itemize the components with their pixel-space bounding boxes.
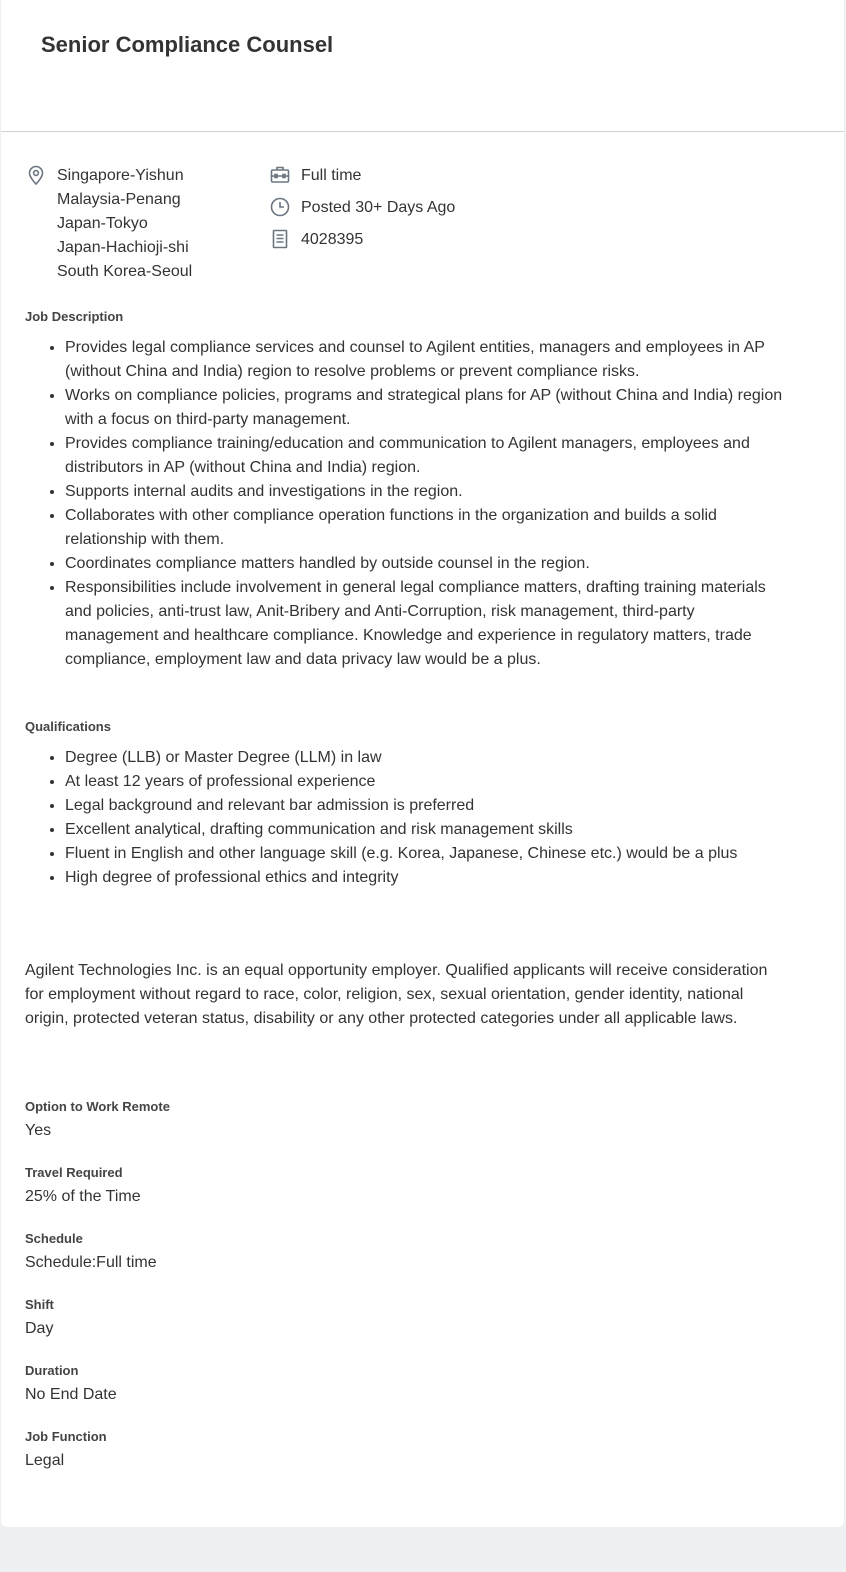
list-item: • Excellent analytical, drafting communication and risk management skills bbox=[65, 818, 785, 842]
detail-value: Day bbox=[25, 1320, 54, 1337]
detail-label: Duration bbox=[25, 1363, 79, 1378]
location-item: Japan-Hachioji-shi bbox=[57, 239, 189, 256]
eeo-statement: Agilent Technologies Inc. is an equal opportunity employer. Qualified applicants will receive consideration for employment without regard to race, color, religion, sex, sexual orientation, gender identity, national origin, protected veteran status, disability or any other protected categories under all applicable laws. bbox=[25, 962, 768, 1027]
detail-label: Travel Required bbox=[25, 1165, 123, 1180]
detail-shift bbox=[25, 1296, 785, 1341]
detail-value: Legal bbox=[25, 1452, 65, 1469]
posted-date: Posted 30+ Days Ago bbox=[301, 199, 456, 216]
detail-duration bbox=[25, 1362, 785, 1407]
job-posting-card bbox=[1, 0, 844, 1527]
meta-locations bbox=[25, 164, 192, 292]
job-title: Senior Compliance Counsel bbox=[41, 32, 334, 57]
detail-value: No End Date bbox=[25, 1386, 117, 1403]
location-pin-icon bbox=[25, 164, 47, 186]
qualifications-list bbox=[25, 746, 785, 890]
detail-value: Schedule:Full time bbox=[25, 1254, 157, 1271]
job-description-list bbox=[25, 336, 785, 672]
clock-icon bbox=[269, 196, 291, 218]
detail-value: 25% of the Time bbox=[25, 1188, 141, 1205]
document-icon bbox=[269, 228, 291, 250]
detail-label: Option to Work Remote bbox=[25, 1099, 170, 1114]
list-item: • At least 12 years of professional experience bbox=[65, 770, 785, 794]
briefcase-icon bbox=[269, 164, 291, 186]
job-header bbox=[1, 0, 844, 132]
list-item: • Coordinates compliance matters handled by outside counsel in the region. bbox=[65, 552, 785, 576]
qualifications-heading: Qualifications bbox=[25, 719, 111, 734]
detail-job-function bbox=[25, 1428, 785, 1473]
list-item: • Fluent in English and other language skill (e.g. Korea, Japanese, Chinese etc.) would be a plus bbox=[65, 842, 785, 866]
location-item: Singapore-Yishun bbox=[57, 167, 184, 184]
detail-label: Shift bbox=[25, 1297, 54, 1312]
list-item: • Legal background and relevant bar admission is preferred bbox=[65, 794, 785, 818]
location-item: Japan-Tokyo bbox=[57, 215, 148, 232]
list-item: • Provides legal compliance services and counsel to Agilent entities, managers and employees in AP (without China and India) region to resolve problems or prevent compliance risks. bbox=[65, 336, 785, 384]
list-item: • Provides compliance training/education and communication to Agilent managers, employees and distributors in AP (without China and India) region. bbox=[65, 432, 785, 480]
detail-remote bbox=[25, 1098, 785, 1143]
job-content bbox=[25, 308, 785, 1494]
list-item: • Works on compliance policies, programs and strategical plans for AP (without China and India) region with a focus on third-party management. bbox=[65, 384, 785, 432]
list-item: • Supports internal audits and investigations in the region. bbox=[65, 480, 785, 504]
list-item: • Collaborates with other compliance operation functions in the organization and builds a solid relationship with them. bbox=[65, 504, 785, 552]
list-item: • Responsibilities include involvement in general legal compliance matters, drafting training materials and policies, anti-trust law, Anit-Bribery and Anti-Corruption, risk management, third-party management and healthcare compliance. Knowledge and experience in regulatory matters, trade compliance, employment law and data privacy law would be a plus. bbox=[65, 576, 785, 672]
detail-travel bbox=[25, 1164, 785, 1209]
location-list bbox=[57, 164, 192, 284]
detail-schedule bbox=[25, 1230, 785, 1275]
location-item: Malaysia-Penang bbox=[57, 191, 181, 208]
meta-details bbox=[269, 164, 455, 260]
detail-value: Yes bbox=[25, 1122, 52, 1139]
time-type: Full time bbox=[301, 167, 362, 184]
detail-label: Job Function bbox=[25, 1429, 107, 1444]
job-details bbox=[25, 1098, 785, 1473]
location-item: South Korea-Seoul bbox=[57, 263, 193, 280]
requisition-id: 4028395 bbox=[301, 231, 364, 248]
job-description-heading: Job Description bbox=[25, 309, 124, 324]
list-item: • High degree of professional ethics and integrity bbox=[65, 866, 785, 890]
detail-label: Schedule bbox=[25, 1231, 83, 1246]
list-item: • Degree (LLB) or Master Degree (LLM) in law bbox=[65, 746, 785, 770]
